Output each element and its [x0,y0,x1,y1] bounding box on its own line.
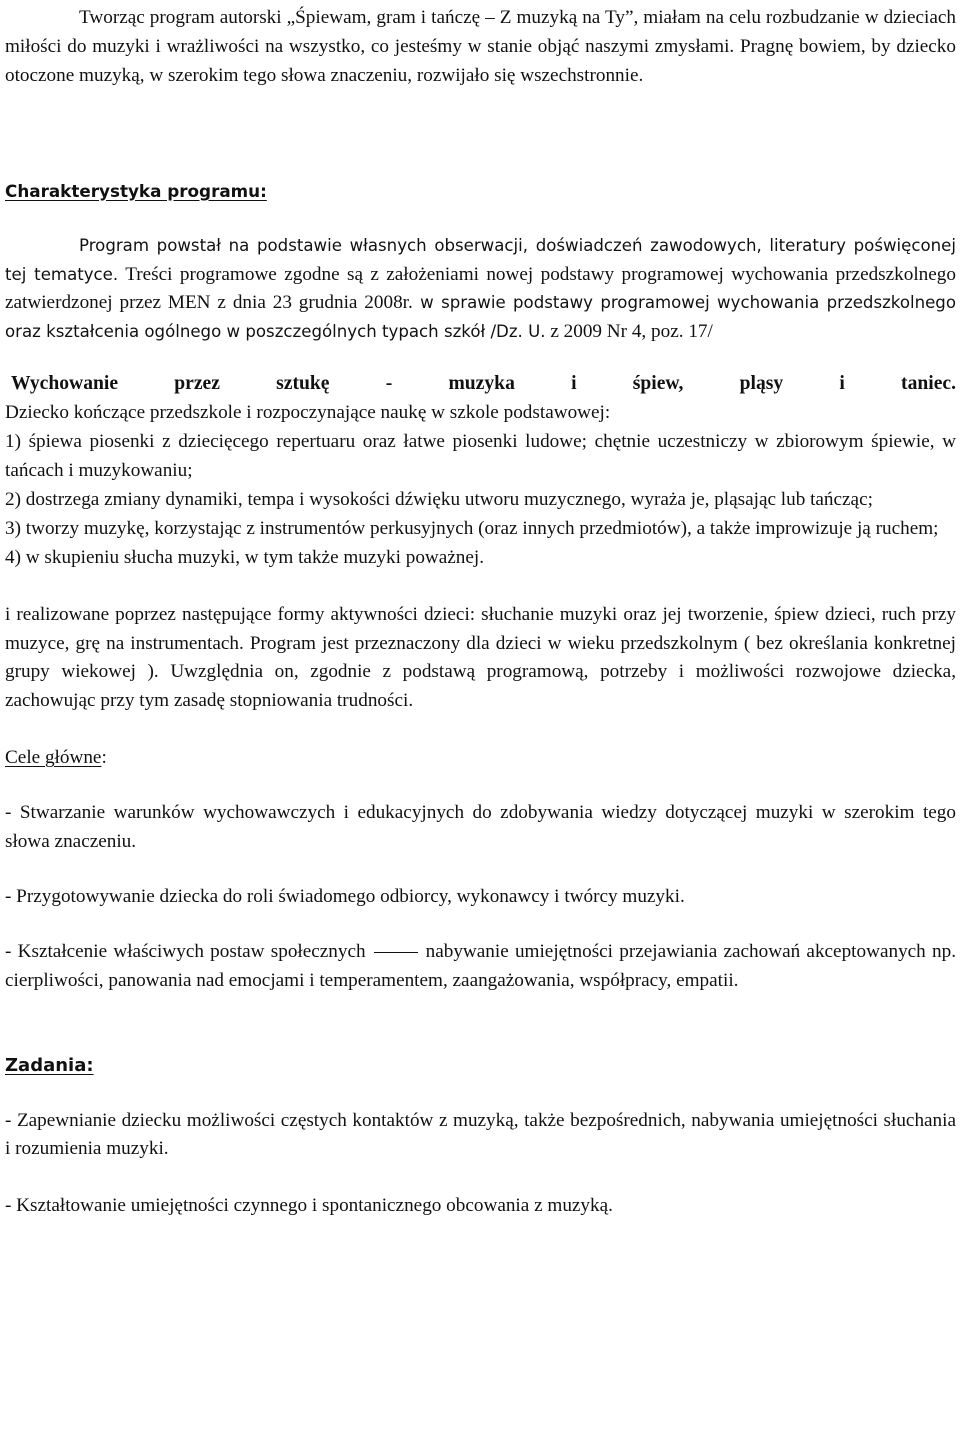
spacer [5,206,956,232]
education-title: Wychowanie przez sztukę - muzyka i śpiew, pląsy i taniec. [11,373,956,395]
characteristics-sans-text-2: w sprawie podstawy programowej wychowania przedszkolnego oraz kształcenia ogólnego w poszczególnych typach szkół /Dz. U. [5,293,956,342]
intro-paragraph: Tworząc program autorski „Śpiewam, gram i tańczę – Z muzyką na Ty”, miałam na celu rozbudzanie w dzieciach miłości do muzyki i wrażliwości na wszystko, co jesteśmy w stanie objąć naszymi zmysłami. Pragnę bowiem, by dziecko otoczone muzyką, w szerokim tego słowa znaczeniu, rozwijało się wszechstronnie. [5,7,956,86]
spacer [5,573,956,601]
characteristics-serif-text: Treści programowe zgodne są z założeniami nowej podstawy programowej wychowania przedszkolnego zatwierdzonej przez MEN z dnia 23 grudnia 2008r. [5,263,956,314]
spacer [5,716,956,744]
characteristics-heading: Charakterystyka programu: [5,180,267,201]
spacer [5,857,956,883]
goal-item-3 [5,938,956,996]
education-item: 4) w skupieniu słucha muzyki, w tym także muzyki poważnej. [5,546,485,568]
spacer [5,1164,956,1192]
education-item: 2) dostrzega zmiany dynamiki, tempa i wysokości dźwięku utworu muzycznego, wyraża je, pląsając lub tańcząc; [5,488,873,510]
goals-heading: Cele główne [5,747,102,769]
characteristics-paragraph [5,232,956,348]
document-page [5,4,956,1221]
goals-heading-line [5,744,956,773]
task-item: - Zapewnianie dziecku możliwości częstych kontaktów z muzyką, także bezpośrednich, nabywania umiejętności słuchania i rozumienia muzyki. [5,1109,956,1160]
task-item: - Kształtowanie umiejętności czynnego i spontanicznego obcowania z muzyką. [5,1195,613,1217]
goals-heading-suffix: : [101,747,107,769]
goal-item-3-end: nabywanie umiejętności przejawiania zachowań akceptowanych np. cierpliwości, panowania nad emocjami i temperamentem, zaangażowania, współpracy, empatii. [5,940,956,991]
spacer [5,996,956,1052]
characteristics-serif-text-2: z 2009 Nr 4, poz. 17/ [545,321,713,343]
spacer [5,91,956,177]
spacer [5,912,956,938]
goal-item: - Stwarzanie warunków wychowawczych i edukacyjnych do zdobywania wiedzy dotyczącej muzyki w szerokim tego słowa znaczeniu. [5,802,956,853]
goal-item: - Przygotowywanie dziecka do roli świadomego odbiorcy, wykonawcy i twórcy muzyki. [5,885,685,907]
education-item: 3) tworzy muzykę, korzystając z instrumentów perkusyjnych (oraz innych przedmiotów), a także improwizuje ją ruchem; [5,517,939,539]
goal-item-3-start: - Kształcenie właściwych postaw społecznych [5,940,366,962]
realization-paragraph: i realizowane poprzez następujące formy aktywności dzieci: słuchanie muzyki oraz jej tworzenie, śpiew dzieci, ruch przy muzyce, grę na instrumentach. Program jest przeznaczony dla dzieci w wieku przedszkolnym ( bez określania konkretnej grupy wiekowej ). Uwzględnia on, zgodnie z podstawą programową, potrzeby i możliwości rozwojowe dziecka, zachowując przy tym zasadę stopniowania trudności. [5,603,956,712]
spacer [5,1081,956,1107]
spacer [5,773,956,799]
tasks-heading: Zadania: [5,1054,94,1076]
characteristics-sans-text: Program powstał na podstawie własnych obserwacji, doświadczeń zawodowych, literatury poświęconej tej tematyce. [5,235,956,284]
education-item: 1) śpiewa piosenki z dziecięcego repertuaru oraz łatwe piosenki ludowe; chętnie uczestniczy w zbiorowym śpiewie, w tańcach i muzykowaniu; [5,431,956,481]
education-lead: Dziecko kończące przedszkole i rozpoczynające naukę w szkole podstawowej: [5,402,611,424]
spacer [5,347,956,370]
em-dash-rule [374,952,418,953]
